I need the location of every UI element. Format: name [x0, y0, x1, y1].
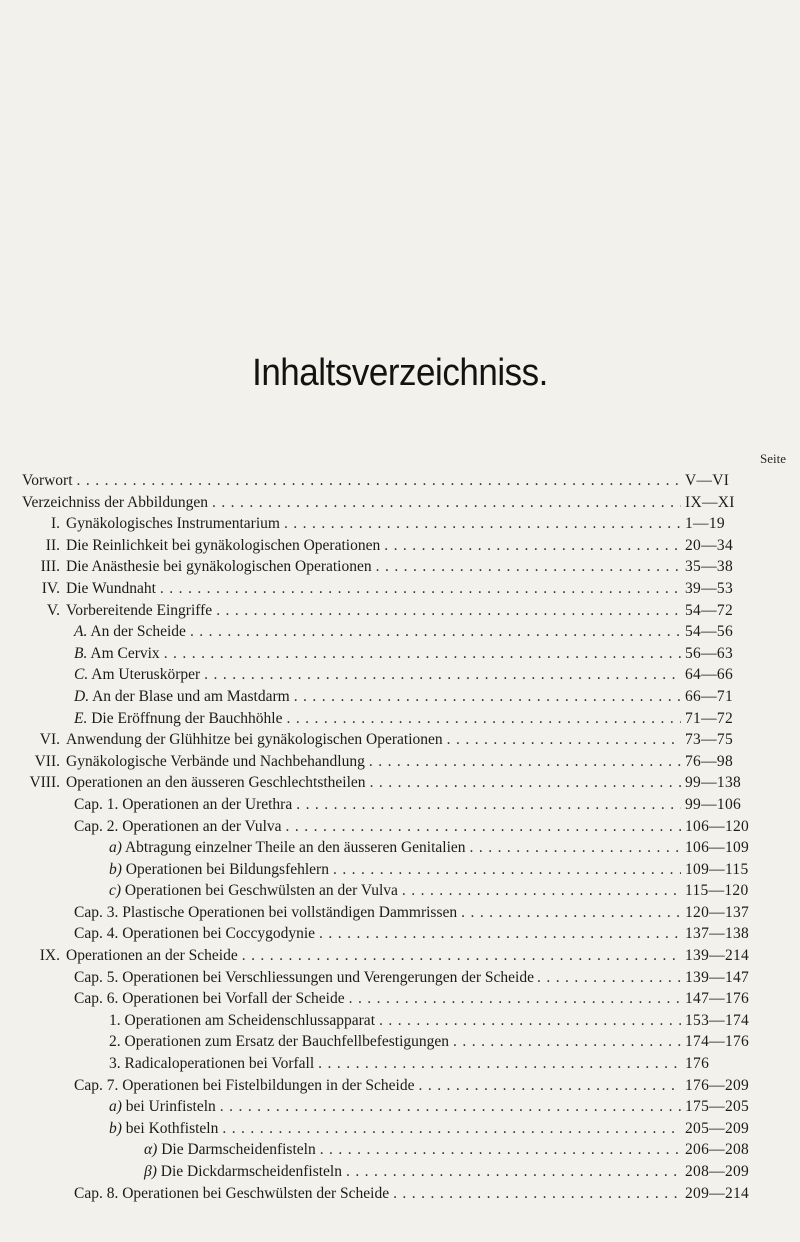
leader-dots — [419, 1075, 682, 1097]
toc-entry-pages: 73—75 — [685, 731, 733, 749]
leader-dots — [190, 621, 681, 643]
toc-entry-pages: 54—72 — [685, 601, 733, 619]
toc-entry — [22, 880, 791, 902]
leader-dots — [242, 945, 681, 967]
toc-entry-number: C. — [74, 666, 89, 684]
toc-entry-pages: 175—205 — [685, 1098, 750, 1116]
leader-dots — [402, 880, 681, 902]
toc-entry — [22, 837, 791, 859]
leader-dots — [220, 1096, 681, 1118]
toc-entry-number: II. — [45, 536, 60, 554]
toc-entry-pages: 153—174 — [685, 1011, 750, 1029]
leader-dots — [384, 535, 681, 557]
toc-entry — [22, 1096, 791, 1118]
leader-dots — [393, 1183, 681, 1205]
toc-entry-pages: 99—138 — [685, 774, 742, 792]
leader-dots — [286, 816, 681, 838]
page-column-header: Seite — [760, 451, 786, 466]
toc-entry-pages: 76—98 — [685, 752, 733, 770]
toc-entry — [22, 643, 791, 665]
leader-dots — [160, 578, 681, 600]
toc-entry-pages: 54—56 — [685, 623, 733, 641]
toc-entry — [22, 621, 791, 643]
toc-entry — [22, 1118, 791, 1140]
toc-entry-number: Cap. 8. — [74, 1184, 119, 1202]
toc-entry-label: Vorbereitende Eingriffe — [66, 601, 213, 619]
toc-entry-label: Operationen an der Vulva — [122, 817, 282, 835]
leader-dots — [453, 1031, 681, 1053]
leader-dots — [376, 556, 681, 578]
toc-entry-number: B. — [74, 644, 88, 662]
toc-entry-pages: 56—63 — [685, 644, 733, 662]
toc-entry-pages: 139—147 — [685, 968, 750, 986]
toc-entry — [22, 535, 791, 557]
toc-entry-label: Operationen bei Vorfall der Scheide — [122, 990, 345, 1008]
toc-entry-number: 1. — [109, 1011, 121, 1029]
toc-entry — [22, 729, 791, 751]
toc-entry — [22, 859, 791, 881]
toc-entry — [22, 988, 791, 1010]
toc-entry-label: Vorwort — [22, 472, 73, 489]
table-of-contents — [22, 470, 791, 1204]
toc-entry — [22, 816, 791, 838]
toc-entry-pages: IX—XI — [685, 493, 735, 511]
toc-entry-label: Radicaloperationen bei Vorfall — [124, 1055, 315, 1073]
toc-entry-pages: 137—138 — [685, 925, 750, 943]
toc-entry-number: Cap. 4. — [74, 925, 119, 943]
toc-entry — [22, 751, 791, 773]
toc-entry — [22, 556, 791, 578]
toc-entry-label: Operationen bei Verschliessungen und Verengerungen der Scheide — [122, 968, 534, 986]
toc-entry — [22, 470, 791, 492]
toc-entry-pages: 205—209 — [685, 1119, 750, 1137]
leader-dots — [369, 751, 681, 773]
toc-entry-label: Abtragung einzelner Theile an den äusseren Genitalien — [124, 839, 466, 857]
toc-entry-pages: 147—176 — [685, 990, 750, 1008]
toc-entry-label: Die Wundnaht — [66, 579, 156, 597]
leader-dots — [318, 1053, 681, 1075]
leader-dots — [212, 492, 681, 514]
leader-dots — [379, 1010, 681, 1032]
toc-entry — [22, 1031, 791, 1053]
toc-entry-number: b) — [109, 860, 122, 878]
toc-entry-label: Am Uteruskörper — [91, 666, 201, 684]
toc-entry — [22, 492, 791, 514]
toc-entry-number: VI. — [39, 731, 60, 749]
toc-entry-label: Operationen bei Fistelbildungen in der Scheide — [122, 1076, 415, 1094]
toc-entry-pages: 176 — [685, 1055, 710, 1073]
toc-entry-number: Cap. 3. — [74, 903, 119, 921]
toc-entry-pages: 1—19 — [685, 515, 725, 533]
toc-entry-label: Operationen an der Urethra — [122, 795, 293, 813]
leader-dots — [346, 1161, 681, 1183]
toc-entry — [22, 708, 791, 730]
toc-entry-label: Operationen an den äusseren Geschlechtstheilen — [66, 774, 366, 792]
leader-dots — [216, 600, 681, 622]
toc-entry-number: VIII. — [29, 774, 60, 792]
toc-entry — [22, 1010, 791, 1032]
leader-dots — [222, 1118, 681, 1140]
toc-entry-label: Die Eröffnung der Bauchhöhle — [91, 709, 283, 727]
leader-dots — [164, 643, 681, 665]
leader-dots — [333, 859, 681, 881]
toc-entry-label: Verzeichniss der Abbildungen — [22, 493, 208, 511]
leader-dots — [470, 837, 681, 859]
toc-entry-number: I. — [50, 515, 60, 533]
toc-entry-pages: 35—38 — [685, 558, 733, 576]
toc-entry-label: Die Reinlichkeit bei gynäkologischen Operationen — [66, 536, 381, 554]
toc-entry — [22, 923, 791, 945]
toc-entry — [22, 945, 791, 967]
toc-entry-pages: 71—72 — [685, 709, 733, 727]
toc-entry-number: Cap. 2. — [74, 817, 119, 835]
toc-entry-label: An der Scheide — [90, 623, 186, 641]
toc-entry — [22, 794, 791, 816]
toc-entry-number: Cap. 7. — [74, 1076, 119, 1094]
toc-entry — [22, 1161, 791, 1183]
toc-entry-pages: 64—66 — [685, 666, 733, 684]
toc-entry-pages: V—VI — [685, 472, 730, 489]
toc-entry-number: III. — [40, 558, 60, 576]
page-title: Inhaltsverzeichniss. — [252, 352, 548, 394]
toc-entry-label: Am Cervix — [90, 644, 160, 662]
toc-entry-pages: 115—120 — [685, 882, 749, 900]
toc-entry — [22, 772, 791, 794]
toc-entry-label: Operationen zum Ersatz der Bauchfellbefestigungen — [124, 1033, 450, 1051]
leader-dots — [319, 923, 681, 945]
toc-entry-number: E. — [74, 709, 88, 727]
toc-entry-label: Anwendung der Glühhitze bei gynäkologischen Operationen — [66, 731, 443, 749]
toc-entry — [22, 902, 791, 924]
toc-entry-pages: 106—109 — [685, 839, 750, 857]
toc-entry-label: Operationen am Scheidenschlussapparat — [124, 1011, 375, 1029]
leader-dots — [284, 513, 681, 535]
leader-dots — [294, 686, 681, 708]
toc-entry-number: b) — [109, 1119, 122, 1137]
toc-entry-number: 3. — [109, 1055, 121, 1073]
toc-entry — [22, 1075, 791, 1097]
toc-entry — [22, 967, 791, 989]
toc-entry — [22, 1139, 791, 1161]
toc-entry-number: 2. — [109, 1033, 121, 1051]
toc-entry-number: IV. — [41, 579, 60, 597]
leader-dots — [286, 708, 681, 730]
toc-entry-label: bei Kothfisteln — [125, 1119, 219, 1137]
toc-entry — [22, 600, 791, 622]
toc-entry-label: Operationen bei Bildungsfehlern — [125, 860, 329, 878]
toc-entry — [22, 578, 791, 600]
toc-entry-pages: 106—120 — [685, 817, 750, 835]
toc-entry-number: Cap. 5. — [74, 968, 119, 986]
toc-entry-label: Gynäkologische Verbände und Nachbehandlung — [66, 752, 365, 770]
toc-entry-pages: 99—106 — [685, 795, 742, 813]
toc-entry-number: Cap. 1. — [74, 795, 119, 813]
toc-entry-pages: 66—71 — [685, 687, 733, 705]
toc-entry-pages: 20—34 — [685, 536, 733, 554]
toc-entry-pages: 39—53 — [685, 579, 733, 597]
leader-dots — [320, 1139, 681, 1161]
toc-entry-number: IX. — [39, 947, 60, 965]
toc-entry-pages: 174—176 — [685, 1033, 750, 1051]
toc-entry — [22, 686, 791, 708]
toc-entry-label: Plastische Operationen bei vollständigen Dammrissen — [122, 903, 458, 921]
toc-entry-number: a) — [109, 1098, 122, 1116]
toc-entry-number: c) — [109, 882, 122, 900]
toc-entry-label: Operationen bei Coccygodynie — [122, 925, 316, 943]
toc-entry-pages: 208—209 — [685, 1163, 750, 1180]
toc-entry-number: VII. — [34, 752, 60, 770]
leader-dots — [296, 794, 681, 816]
toc-entry-pages: 176—209 — [685, 1076, 750, 1094]
toc-entry-number: a) — [109, 839, 122, 857]
toc-entry-number: V. — [46, 601, 60, 619]
leader-dots — [461, 902, 681, 924]
leader-dots — [77, 470, 681, 492]
toc-entry-pages: 139—214 — [685, 947, 750, 965]
toc-entry-label: bei Urinfisteln — [125, 1098, 216, 1116]
toc-entry-pages: 206—208 — [685, 1141, 750, 1159]
toc-entry-pages: 209—214 — [685, 1184, 750, 1202]
toc-entry-label: Die Anästhesie bei gynäkologischen Operationen — [66, 558, 372, 576]
toc-entry-number: α) — [144, 1141, 158, 1159]
toc-entry-pages: 109—115 — [685, 860, 749, 878]
leader-dots — [447, 729, 681, 751]
toc-entry — [22, 513, 791, 535]
toc-entry-number: A. — [74, 623, 88, 641]
toc-entry-label: Operationen bei Geschwülsten der Scheide — [122, 1184, 390, 1202]
toc-entry-number: D. — [74, 687, 90, 705]
toc-entry — [22, 664, 791, 686]
leader-dots — [537, 967, 682, 989]
leader-dots — [370, 772, 681, 794]
toc-entry-label: An der Blase und am Mastdarm — [92, 687, 290, 705]
leader-dots — [204, 664, 681, 686]
toc-entry-label: Die Dickdarmscheidenfisteln — [160, 1163, 342, 1180]
leader-dots — [349, 988, 681, 1010]
toc-entry-pages: 120—137 — [685, 903, 750, 921]
toc-entry — [22, 1183, 791, 1205]
toc-entry-label: Operationen bei Geschwülsten an der Vulva — [124, 882, 398, 900]
toc-entry-label: Die Darmscheidenfisteln — [161, 1141, 316, 1159]
toc-entry — [22, 1053, 791, 1075]
toc-entry-label: Gynäkologisches Instrumentarium — [66, 515, 280, 533]
toc-entry-number: Cap. 6. — [74, 990, 119, 1008]
toc-entry-number: β) — [144, 1163, 157, 1180]
toc-entry-label: Operationen an der Scheide — [66, 947, 238, 965]
